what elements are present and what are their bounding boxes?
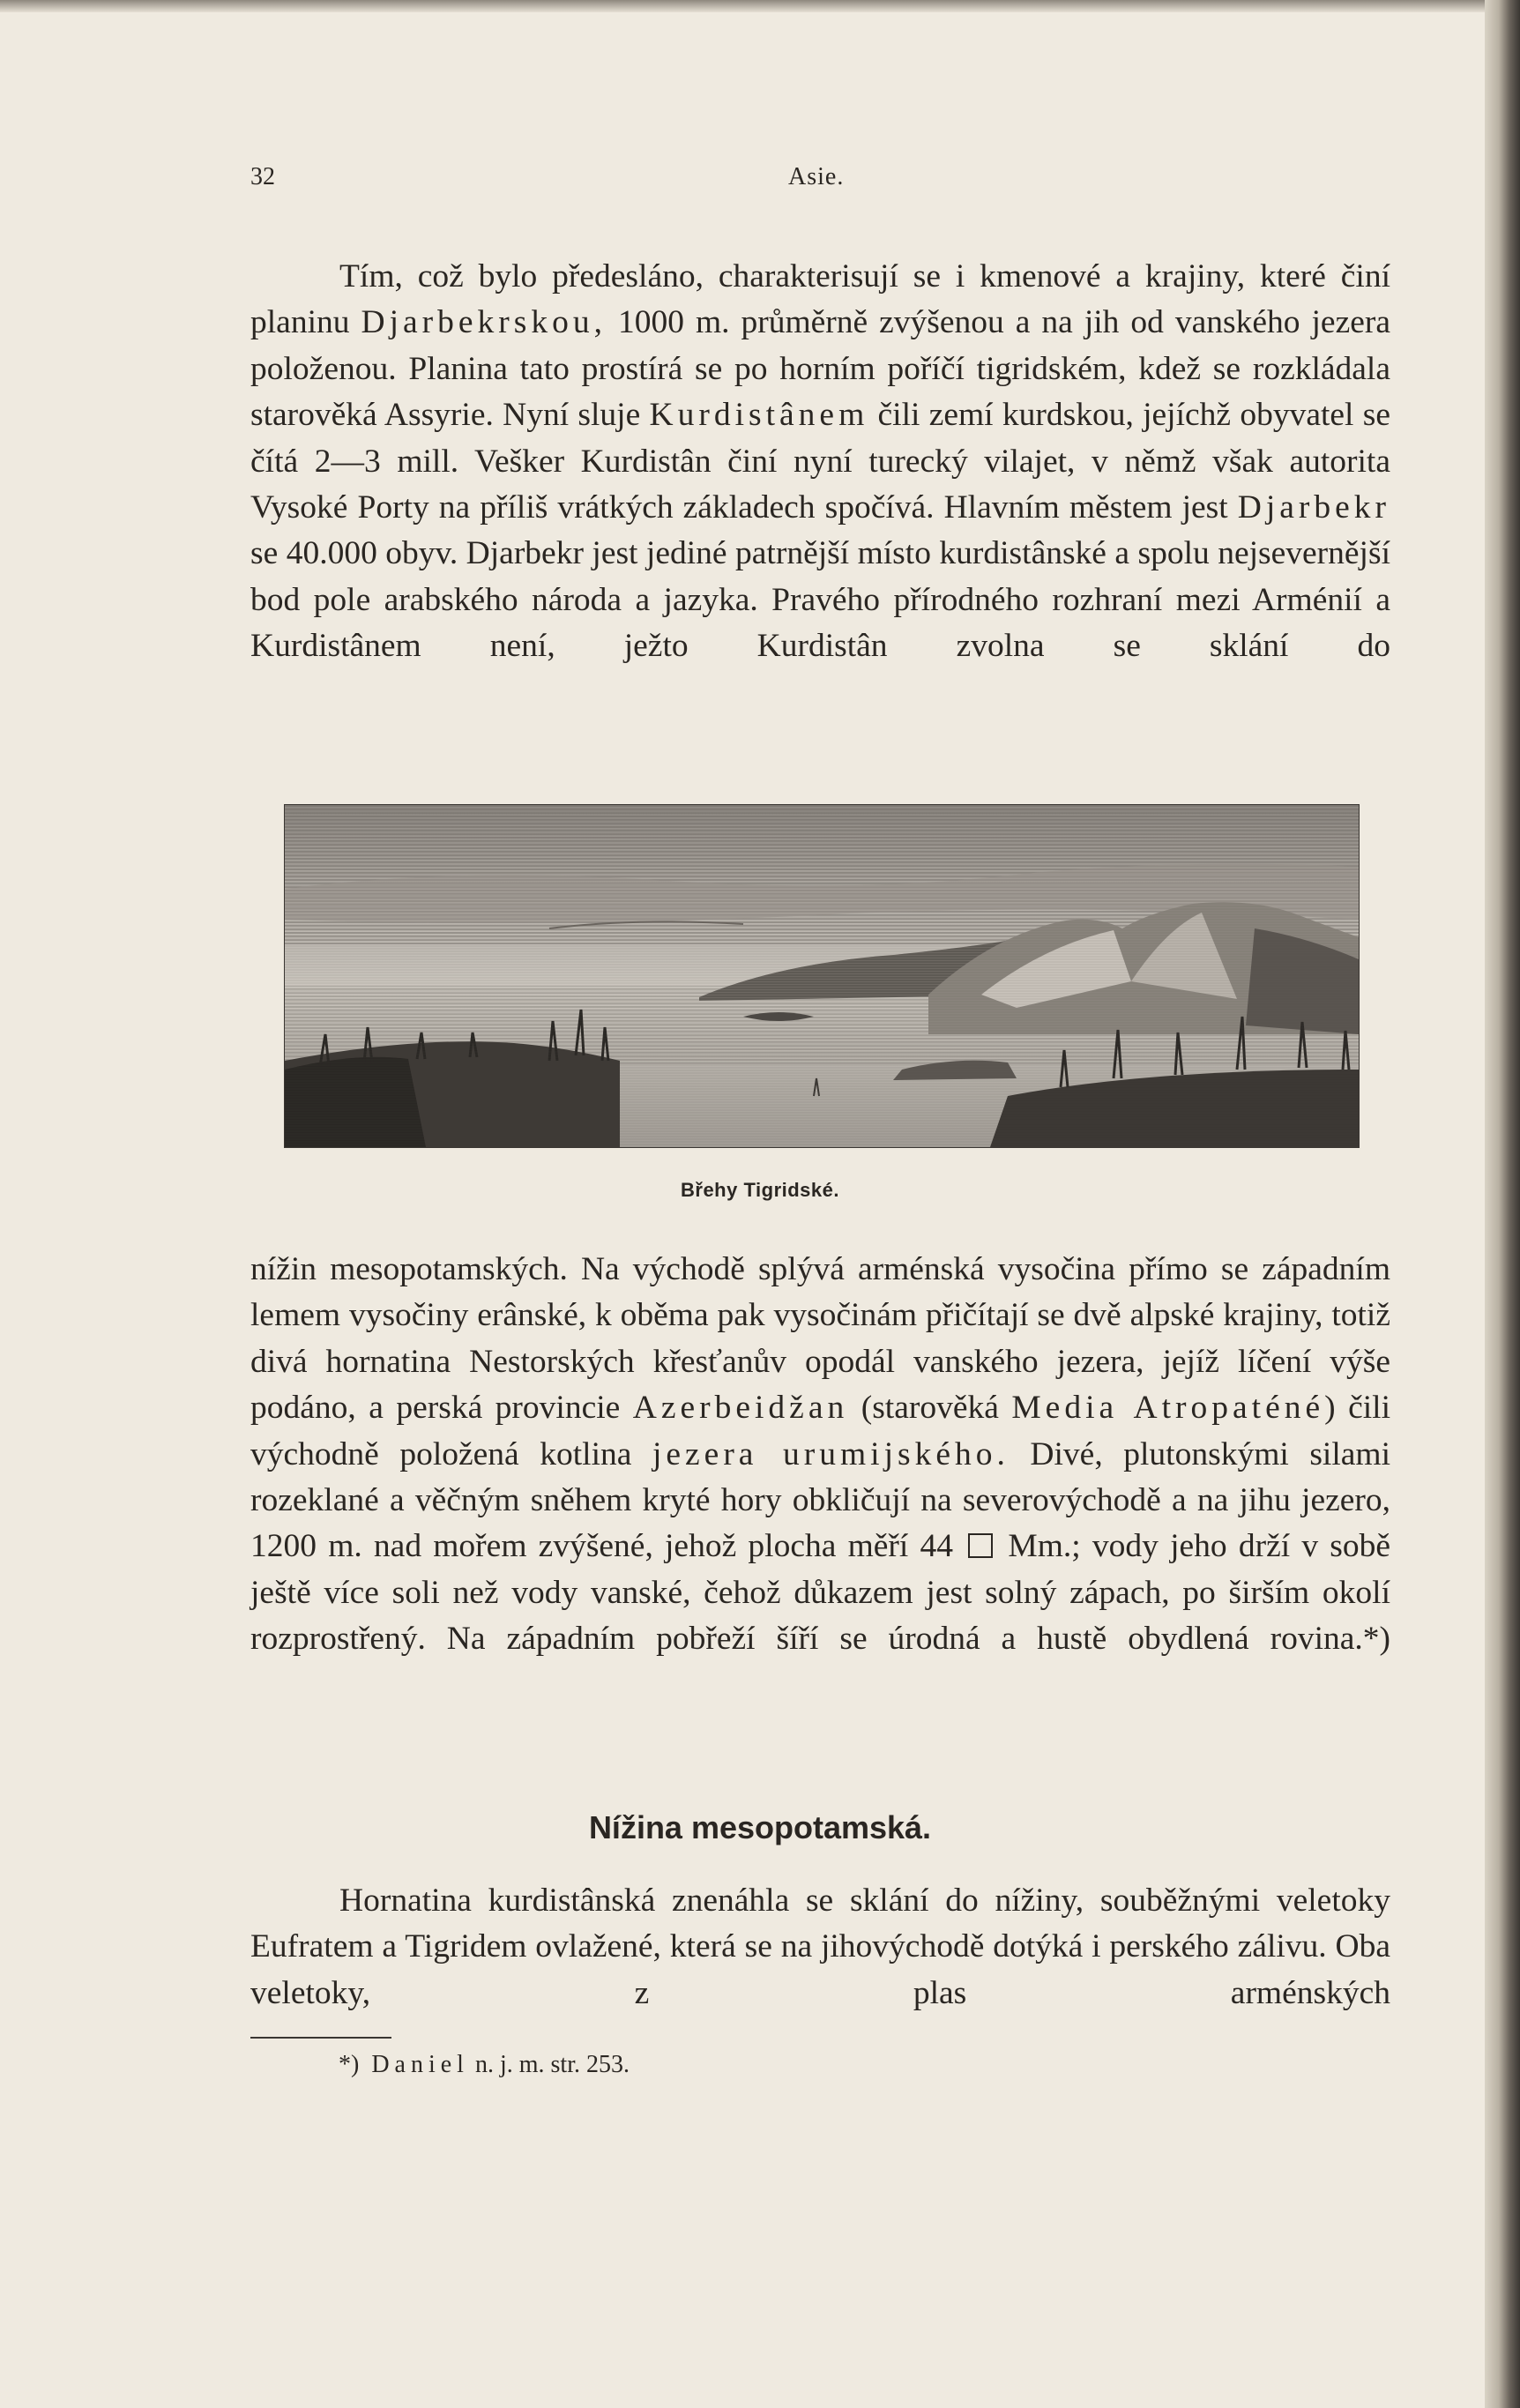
page-spine-edge	[1485, 0, 1520, 2408]
footnote-mark: *)	[339, 2051, 360, 2078]
emphasis-djarbekr: Djarbekr	[1237, 489, 1390, 526]
text-span: Tím, což bylo předesláno, charakterisují se i kmenové a krajiny, které činí planinu	[250, 258, 1390, 341]
text-span: se 40.000 obyv. Djarbekr jest jediné patrnější místo kurdistânské a spolu nejsevernější bod pole arabského národa a jazyka. Pravého přírodného rozhraní mezi Arménií a Kurdistânem není, ježto Kurdistân zvolna se sklání do	[250, 535, 1390, 665]
footnote-author: Daniel	[371, 2051, 469, 2078]
text-span: 1000 m. průměrně zvýšenou a na jih od vanského jezera položenou. Planina tato prostírá se po horním poříčí tigridském, kdež se rozkládala starověká Assyrie. Nyní sluje	[250, 304, 1390, 434]
emphasis-jezera-urumijskeho: jezera urumijského.	[652, 1435, 1010, 1472]
text-span: čili zemí kurdskou, jejíchž obyvatel se čítá 2—3 mill. Vešker Kurdistân činí nyní turecký vilajet, v němž však autorita Vysoké Porty na příliš vrátkých základech spočívá. Hlavním městem jest	[250, 397, 1390, 526]
footnote-rule	[250, 2037, 391, 2039]
page-number: 32	[250, 163, 275, 190]
paragraph-1	[250, 254, 1390, 670]
running-title: Asie.	[788, 163, 845, 190]
emphasis-azerbeidzan: Azerbeidžan	[632, 1390, 849, 1427]
running-head	[250, 163, 1405, 198]
engraving-figure	[284, 804, 1360, 1148]
section-heading: Nížina mesopotamská.	[588, 1809, 932, 1845]
paragraph-3: Hornatina kurdistânská znenáhla se sklání do nížiny, souběžnými veletoky Eufratem a Tigridem ovlažené, která se na jihovýchodě dotýká i perského zálivu. Oba veletoky, z plas arménských	[250, 1882, 1390, 2011]
emphasis-djarbekrskou: Djarbekrskou,	[361, 304, 607, 341]
footnote-reference: n. j. m. str. 253.	[468, 2051, 630, 2078]
paragraph-2	[250, 1247, 1390, 1663]
emphasis-kurdistanem: Kurdistânem	[649, 397, 869, 434]
text-span: Mm.; vody jeho drží v sobě ještě více soli než vody vanské, čehož důkazem jest solný zápach, po širším okolí rozprostřený. Na západním pobřeží šíří se úrodná a hustě obydlená rovina.*)	[250, 1528, 1391, 1658]
text-span: (starověká	[848, 1390, 1012, 1427]
text-span: ) čili východně položená kotlina	[250, 1390, 1390, 1472]
emphasis-media-atropatene: Media Atropaténé	[1011, 1390, 1325, 1427]
figure-caption: Břehy Tigridské.	[681, 1179, 839, 1201]
square-unit-icon	[968, 1533, 993, 1558]
landscape-illustration	[285, 805, 1359, 1147]
page-top-edge	[0, 0, 1520, 12]
text-span: nížin mesopotamských. Na východě splývá arménská vysočina přímo se západním lemem vysočiny erânské, k oběma pak vysočinám přičítají se dvě alpské krajiny, totiž divá hornatina Nestorských křesťanův opodál vanského jezera, jejíž líčení výše podáno, a perská provincie	[250, 1251, 1390, 1427]
footnote	[339, 2051, 630, 2079]
text-span: Divé, plutonskými silami rozeklané a věčným sněhem kryté hory obkličují na severovýchodě a na jihu jezero, 1200 m. nad mořem zvýšené, jehož plocha měří 44	[250, 1435, 1390, 1565]
